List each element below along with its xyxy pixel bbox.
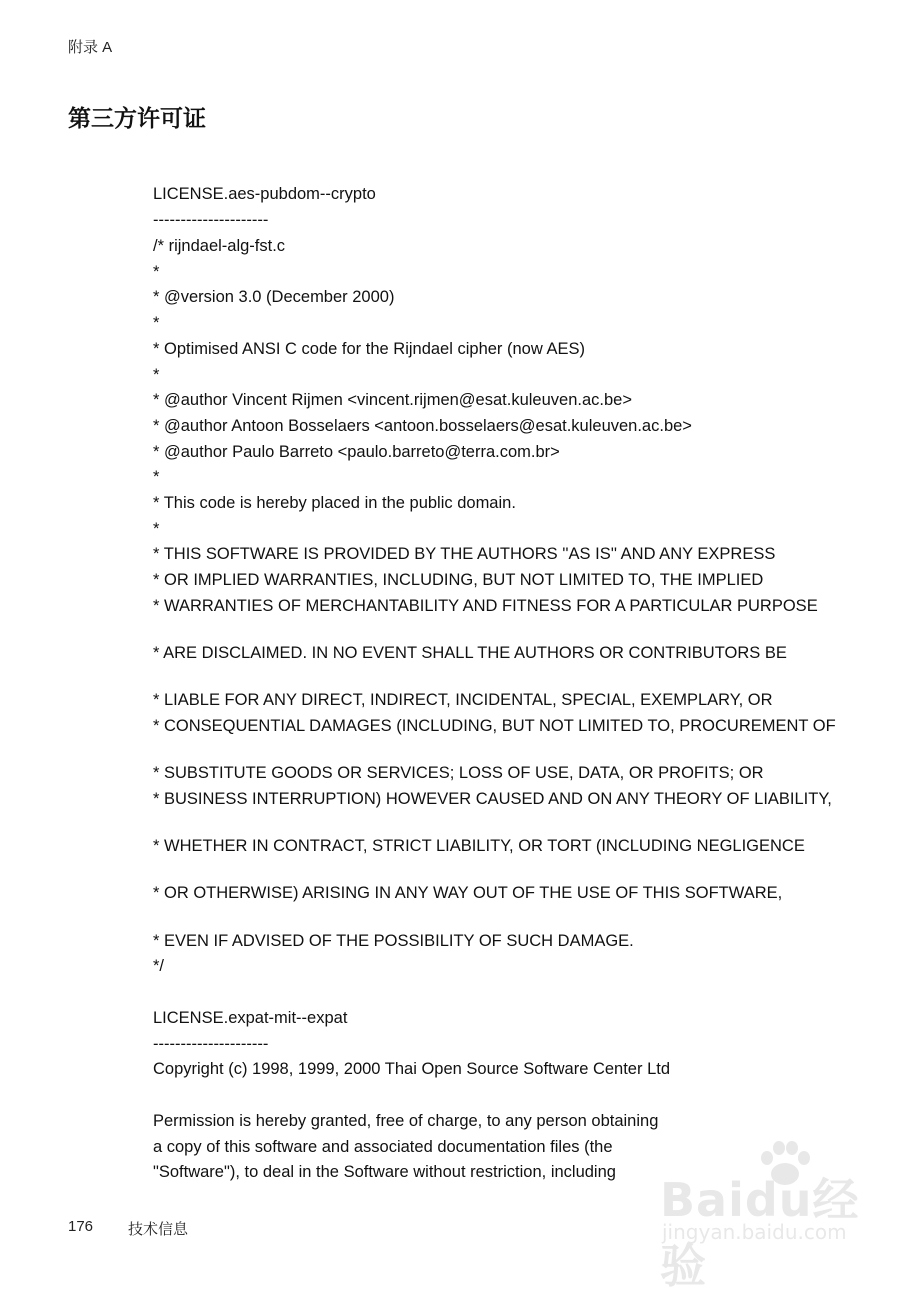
text-line: * Optimised ANSI C code for the Rijndael cipher (now AES) <box>153 340 585 358</box>
license-heading: LICENSE.expat-mit--expat <box>153 1009 348 1027</box>
text-line: * @author Vincent Rijmen <vincent.rijmen@esat.kuleuven.ac.be> <box>153 391 632 409</box>
footer-section: 技术信息 <box>128 1221 189 1238</box>
text-line: */ <box>153 957 165 975</box>
text-line: * LIABLE FOR ANY DIRECT, INDIRECT, INCIDENTAL, SPECIAL, EXEMPLARY, OR <box>153 691 773 709</box>
watermark <box>660 1140 900 1293</box>
text-line: "Software"), to deal in the Software without restriction, including <box>153 1163 616 1181</box>
text-line: * <box>153 314 160 332</box>
text-line: * SUBSTITUTE GOODS OR SERVICES; LOSS OF USE, DATA, OR PROFITS; OR <box>153 764 764 782</box>
text-line: Permission is hereby granted, free of charge, to any person obtaining <box>153 1112 659 1130</box>
text-line: * EVEN IF ADVISED OF THE POSSIBILITY OF SUCH DAMAGE. <box>153 932 634 950</box>
text-line: * <box>153 468 160 486</box>
header-label: 附录 A <box>68 39 113 56</box>
watermark-url: jingyan.baidu.com <box>662 1220 847 1244</box>
footer-page-number: 176 <box>68 1218 94 1235</box>
text-line: * <box>153 263 160 281</box>
text-line: * OR OTHERWISE) ARISING IN ANY WAY OUT OF THE USE OF THIS SOFTWARE, <box>153 884 783 902</box>
watermark-brand: Baidu经验 <box>660 1173 860 1293</box>
separator: --------------------- <box>153 211 269 229</box>
text-line: * This code is hereby placed in the public domain. <box>153 494 516 512</box>
text-line: * ARE DISCLAIMED. IN NO EVENT SHALL THE AUTHORS OR CONTRIBUTORS BE <box>153 644 787 662</box>
text-line: * @version 3.0 (December 2000) <box>153 288 395 306</box>
text-line: * <box>153 520 160 538</box>
text-line: * WHETHER IN CONTRACT, STRICT LIABILITY, OR TORT (INCLUDING NEGLIGENCE <box>153 837 805 855</box>
license-heading: LICENSE.aes-pubdom--crypto <box>153 185 376 203</box>
text-line: * @author Paulo Barreto <paulo.barreto@terra.com.br> <box>153 443 560 461</box>
text-line: * BUSINESS INTERRUPTION) HOWEVER CAUSED AND ON ANY THEORY OF LIABILITY, <box>153 790 832 808</box>
page-title: 第三方许可证 <box>68 106 206 132</box>
text-line: * OR IMPLIED WARRANTIES, INCLUDING, BUT NOT LIMITED TO, THE IMPLIED <box>153 571 764 589</box>
text-line: /* rijndael-alg-fst.c <box>153 237 286 255</box>
text-line: a copy of this software and associated documentation files (the <box>153 1138 613 1156</box>
copyright-line: Copyright (c) 1998, 1999, 2000 Thai Open Source Software Center Ltd <box>153 1060 671 1078</box>
text-line: * <box>153 366 160 384</box>
text-line: * THIS SOFTWARE IS PROVIDED BY THE AUTHORS ''AS IS'' AND ANY EXPRESS <box>153 545 776 563</box>
text-line: * WARRANTIES OF MERCHANTABILITY AND FITNESS FOR A PARTICULAR PURPOSE <box>153 597 818 615</box>
text-line: * CONSEQUENTIAL DAMAGES (INCLUDING, BUT NOT LIMITED TO, PROCUREMENT OF <box>153 717 836 735</box>
separator: --------------------- <box>153 1035 269 1053</box>
text-line: * @author Antoon Bosselaers <antoon.bosselaers@esat.kuleuven.ac.be> <box>153 417 692 435</box>
